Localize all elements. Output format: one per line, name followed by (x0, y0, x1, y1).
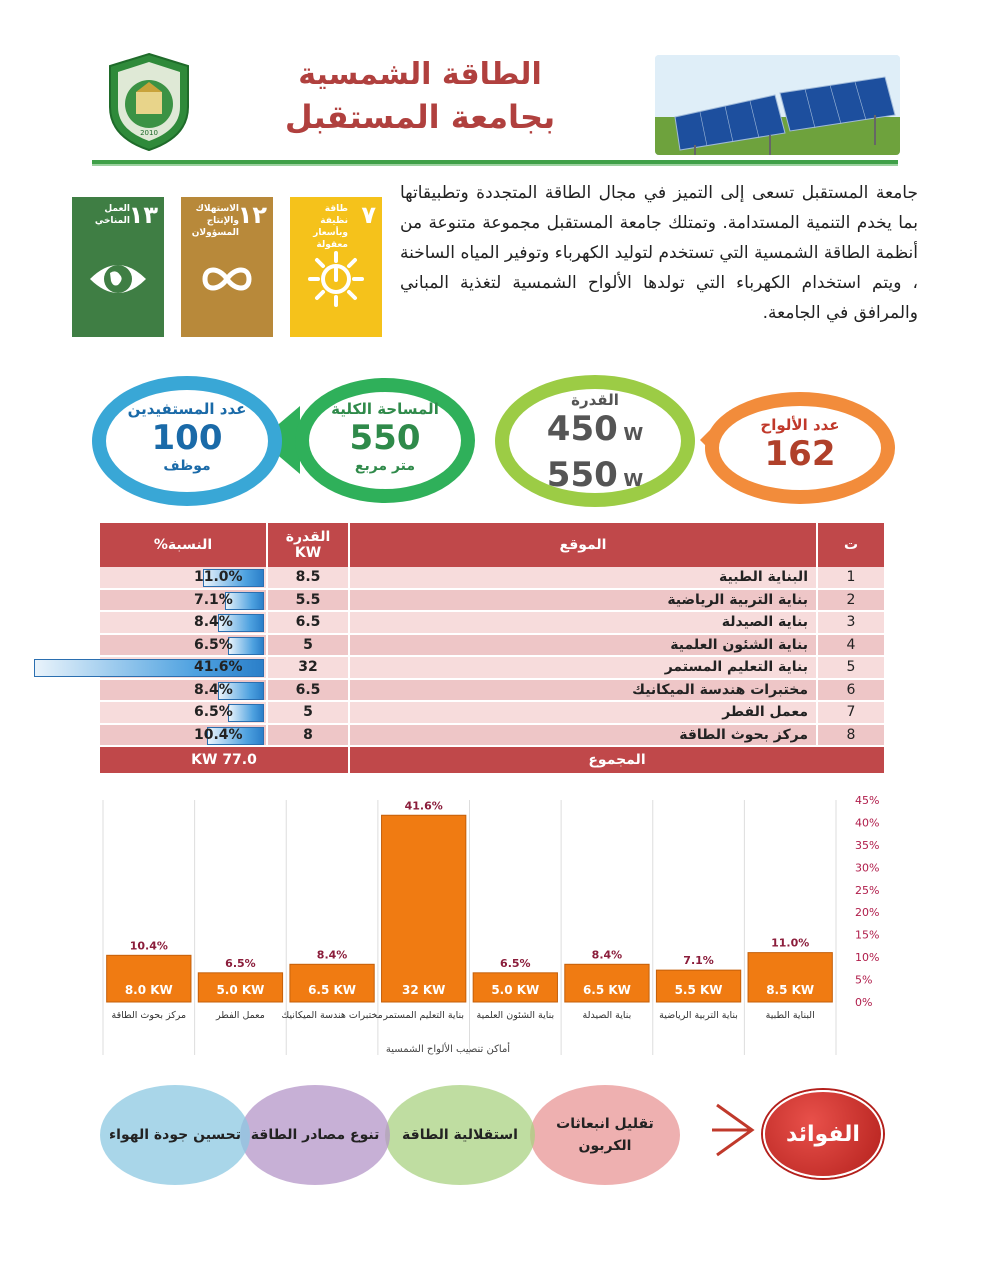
x-category-label: مركز بحوث الطاقة (111, 1010, 187, 1021)
chart-y-ticks (855, 794, 879, 1009)
y-tick-label: 30% (855, 861, 880, 875)
sdg-12-label: الاستهلاك والإنتاج المسؤولان (191, 204, 239, 238)
row-num: 1 (818, 567, 884, 590)
y-tick-label: 35% (855, 838, 880, 852)
benefit-air-quality: تحسين جودة الهواء (100, 1085, 250, 1185)
bar-kw-label: 6.5 KW (582, 983, 631, 997)
bar-kw-label: 32 KW (401, 983, 446, 997)
capacity-bubble (495, 375, 695, 507)
row-percent: 7.1% (194, 591, 233, 608)
x-category-label: بناية الشئون العلمية (476, 1010, 555, 1021)
sdg-13-tile (72, 197, 164, 337)
y-tick-label: 5% (855, 973, 873, 987)
panels-value: 162 (764, 434, 836, 474)
bar-percent-label: 7.1% (683, 954, 714, 968)
row-num: 6 (818, 680, 884, 703)
row-percent: 6.5% (194, 636, 233, 653)
row-power: 5.5 (268, 590, 348, 613)
row-location: بناية التعليم المستمر (350, 657, 816, 680)
bar-kw-label: 5.0 KW (216, 983, 265, 997)
table-row (100, 725, 884, 748)
y-tick-label: 0% (855, 996, 873, 1009)
university-logo (106, 52, 192, 152)
table-row (100, 680, 884, 703)
chart-bar (382, 815, 466, 1002)
y-tick-label: 20% (855, 906, 880, 920)
bar-percent-label: 8.4% (316, 948, 348, 962)
bar-percent-label: 8.4% (591, 948, 623, 962)
beneficiaries-caption: عدد المستفيدين (127, 400, 247, 418)
y-tick-label: 25% (855, 883, 880, 897)
bar-percent-label: 11.0% (771, 936, 810, 950)
x-category-label: بناية التعليم المستمر (383, 1010, 464, 1021)
row-location: مختبرات هندسة الميكانيك (350, 680, 816, 703)
sdg-7-number: ٧ (361, 201, 376, 229)
title-line-1: الطاقة الشمسية (298, 57, 542, 92)
y-tick-label: 40% (855, 816, 880, 830)
solar-panels-photo (655, 55, 900, 155)
benefits-arrow-icon (712, 1100, 762, 1160)
area-caption: المساحة الكلية (331, 400, 439, 418)
row-percent: 8.4% (194, 681, 233, 698)
y-tick-label: 10% (855, 951, 880, 965)
table-total-row (100, 747, 884, 773)
area-value: 550 (349, 418, 421, 458)
table-row (100, 635, 884, 658)
sdg-7-label: طاقة نظيفة وبأسعار معقولة (313, 204, 348, 250)
header-location: الموقع (350, 523, 816, 567)
intro-paragraph: جامعة المستقبل تسعى إلى التميز في مجال الطاقة المتجددة وتطبيقاتها بما يخدم التنمية المستدامة. وتمتلك جامعة المستقبل مجموعة متنوعة من أنظمة الطاقة الشمسية التي تستخدم لتوليد الكهرباء وتوفير المياه الساخنة ، ويتم استخدام الكهرباء التي تولدها الألواح الشمسية لتغذية المباني والمرافق في الجامعة. (400, 183, 918, 323)
infinity-icon (197, 249, 257, 309)
x-category-label: معمل الفطر (216, 1010, 265, 1021)
row-power: 32 (268, 657, 348, 680)
bar-kw-label: 5.5 KW (674, 983, 723, 997)
benefits-title: الفوائد (763, 1090, 883, 1178)
row-percent: 8.4% (194, 614, 233, 631)
row-location: بناية الصيدلة (350, 612, 816, 635)
total-value: 77.0 KW (100, 747, 348, 773)
percent-bar-chart (98, 790, 888, 1060)
row-percent-bar (228, 704, 264, 722)
page-title (230, 55, 610, 139)
row-percent-bar (228, 637, 264, 655)
sun-power-icon (306, 249, 366, 309)
row-percent-cell (100, 657, 266, 680)
row-percent-cell (100, 725, 266, 748)
row-percent-cell (100, 680, 266, 703)
title-line-2: بجامعة المستقبل (284, 98, 556, 136)
row-power: 5 (268, 702, 348, 725)
y-tick-label: 15% (855, 928, 880, 942)
row-num: 4 (818, 635, 884, 658)
table-row (100, 612, 884, 635)
row-percent-cell (100, 635, 266, 658)
header-percent: النسبة% (100, 523, 266, 567)
row-percent: 41.6% (194, 659, 243, 676)
capacity-unit-1: W (623, 424, 644, 445)
row-location: البناية الطبية (350, 567, 816, 590)
benefit-independence: استقلالية الطاقة (385, 1085, 535, 1185)
beneficiaries-bubble (92, 376, 282, 506)
bar-percent-label: 6.5% (225, 956, 256, 970)
row-percent: 10.4% (194, 726, 243, 743)
bar-kw-label: 5.0 KW (491, 983, 540, 997)
row-location: معمل الفطر (350, 702, 816, 725)
bar-kw-label: 8.0 KW (124, 983, 173, 997)
area-bubble (295, 378, 475, 503)
row-percent-cell (100, 612, 266, 635)
row-power: 8.5 (268, 567, 348, 590)
row-num: 7 (818, 702, 884, 725)
logo-year: 2010 (140, 129, 158, 137)
header-power-label: القدرة (285, 529, 331, 545)
chart-x-label: أماكن تنصيب الألواح الشمسية (385, 1044, 511, 1055)
beneficiaries-unit: موظف (163, 458, 211, 474)
row-num: 3 (818, 612, 884, 635)
row-percent-cell (100, 590, 266, 613)
row-power: 8 (268, 725, 348, 748)
capacity-value-1: 450 (546, 409, 618, 449)
x-category-label: بناية التربية الرياضية (659, 1010, 738, 1021)
row-num: 5 (818, 657, 884, 680)
bar-percent-label: 10.4% (129, 939, 168, 953)
row-power: 6.5 (268, 680, 348, 703)
table-row (100, 702, 884, 725)
bar-percent-label: 41.6% (404, 799, 443, 813)
capacity-caption: القدرة (571, 391, 619, 409)
row-location: مركز بحوث الطاقة (350, 725, 816, 748)
bar-kw-label: 6.5 KW (308, 983, 357, 997)
x-category-label: البناية الطبية (765, 1010, 815, 1021)
area-unit: متر مربع (354, 458, 416, 474)
capacity-value-2: 550 (546, 455, 618, 495)
y-tick-label: 45% (855, 794, 880, 807)
total-label: المجموع (350, 747, 884, 773)
sdg-12-number: ١٢ (237, 201, 267, 229)
bar-percent-label: 6.5% (500, 956, 531, 970)
installations-table (98, 523, 886, 773)
table-row (100, 657, 884, 680)
table-header-row (100, 523, 884, 567)
header-power-unit: KW (294, 545, 322, 561)
sdg-13-number: ١٣ (128, 201, 158, 229)
bar-kw-label: 8.5 KW (766, 983, 815, 997)
table-row (100, 567, 884, 590)
row-power: 5 (268, 635, 348, 658)
benefit-diversity: تنوع مصادر الطاقة (240, 1085, 390, 1185)
row-percent-cell (100, 567, 266, 590)
eye-globe-icon (88, 249, 148, 309)
row-location: بناية الشئون العلمية (350, 635, 816, 658)
panels-count-bubble (705, 392, 895, 504)
x-category-label: بناية الصيدلة (582, 1010, 632, 1021)
capacity-unit-2: W (623, 470, 644, 491)
header-num: ت (818, 523, 884, 567)
table-row (100, 590, 884, 613)
row-num: 8 (818, 725, 884, 748)
benefit-carbon: تقليل انبعاثات الكربون (530, 1085, 680, 1185)
x-category-label: مختبرات هندسة الميكانيك (281, 1010, 383, 1021)
row-location: بناية التربية الرياضية (350, 590, 816, 613)
row-percent-cell (100, 702, 266, 725)
panels-caption: عدد الألواح (760, 416, 840, 434)
row-power: 6.5 (268, 612, 348, 635)
header-divider (92, 160, 898, 166)
sdg-12-tile (181, 197, 273, 337)
sdg-7-tile (290, 197, 382, 337)
sdg-13-label: العمل المناخي (94, 204, 130, 226)
header-power (268, 523, 348, 567)
row-percent: 11.0% (194, 569, 243, 586)
row-percent: 6.5% (194, 704, 233, 721)
row-num: 2 (818, 590, 884, 613)
beneficiaries-value: 100 (151, 418, 223, 458)
